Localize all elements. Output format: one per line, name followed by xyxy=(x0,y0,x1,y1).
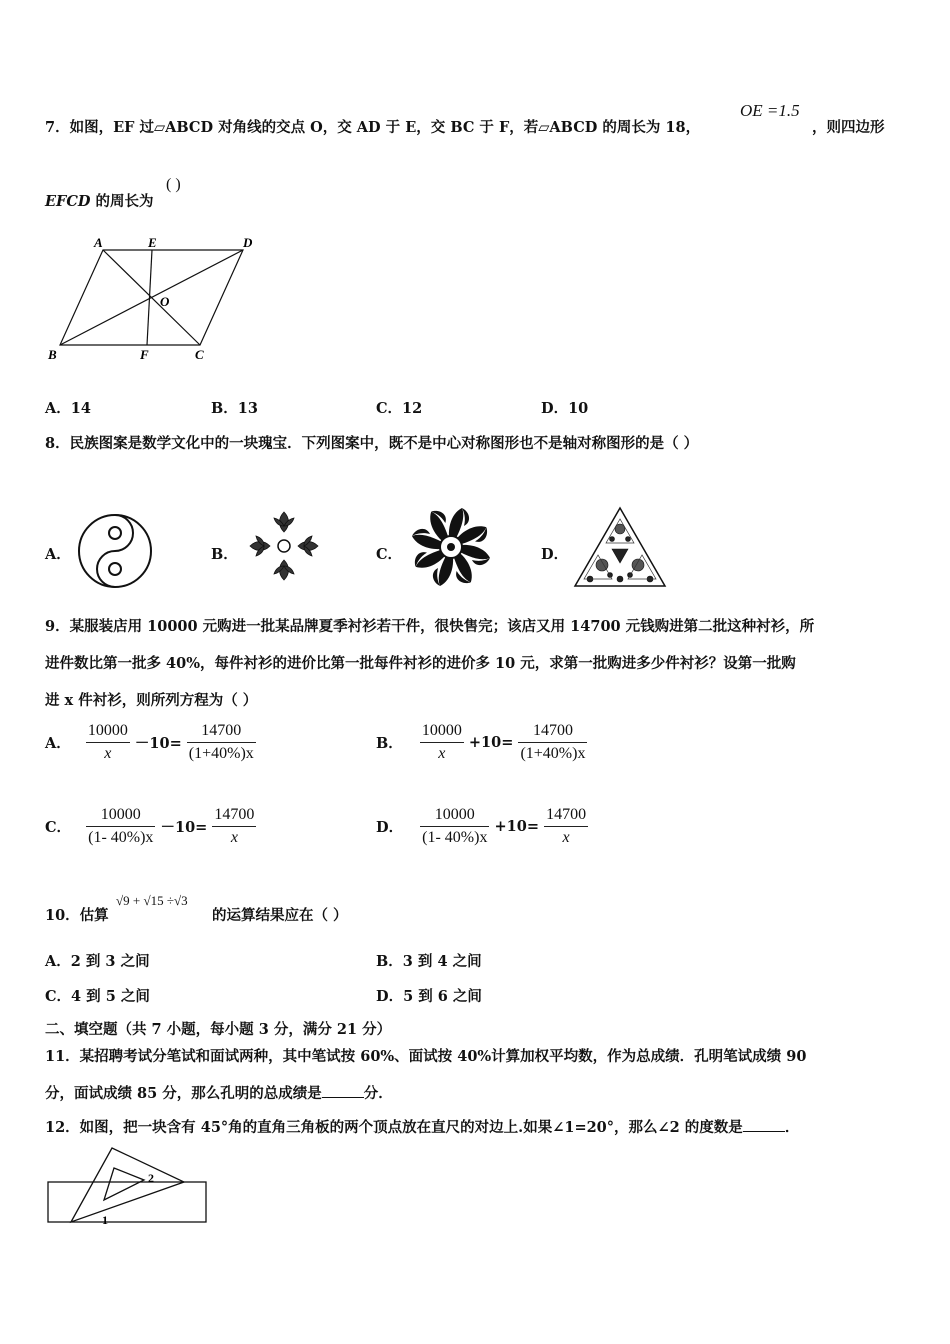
q11-line2-post: 分． xyxy=(363,1085,393,1102)
q7-line2 xyxy=(45,190,154,211)
q7-oe-formula: OE =1.5 xyxy=(740,101,800,120)
q9-b-frac-right xyxy=(518,722,587,763)
q12-ruler-triangle-figure xyxy=(44,1142,214,1228)
q10-expression: √9 + √15 ÷√3 xyxy=(116,893,188,908)
q9-line1: 9．某服装店用 10000 元购进一批某品牌夏季衬衫若干件，很快售完；该店又用 14700 元钱购进第二批这种衬衫，所 xyxy=(45,618,815,635)
q11-line1: 11．某招聘考试分笔试和面试两种，其中笔试按 60%、面试按 40%计算加权平均数，作为总成绩．孔明笔试成绩 90 xyxy=(45,1048,807,1065)
angle-1-label: 1 xyxy=(102,1213,108,1227)
fraction-denominator: (1+40%)x xyxy=(518,742,587,763)
q11-line2 xyxy=(45,1082,393,1103)
q9-option-b-label: B． xyxy=(376,735,403,752)
q7-parallelogram-figure xyxy=(40,232,270,367)
q9-a-frac-right xyxy=(187,722,256,763)
fraction-denominator: x xyxy=(544,826,588,847)
q10-stem xyxy=(45,904,109,925)
q7-line1 xyxy=(45,116,700,137)
q11-line2-pre: 分，面试成绩 85 分，那么孔明的总成绩是 xyxy=(45,1085,322,1102)
q7-option-a[interactable]: A．14 xyxy=(45,400,91,417)
fraction-denominator: (1- 40%)x xyxy=(420,826,489,847)
label-o: O xyxy=(160,294,170,309)
label-f: F xyxy=(140,347,149,362)
fraction-numerator: 14700 xyxy=(546,806,587,823)
q10-pre: 10．估算 xyxy=(45,907,109,924)
q9-d-operator: +10= xyxy=(494,818,539,835)
q9-d-frac-right xyxy=(544,806,588,847)
label-b: B xyxy=(48,347,57,362)
q8-option-c-label[interactable]: C． xyxy=(376,546,403,563)
q7-paren: ( ) xyxy=(166,176,181,193)
label-a: A xyxy=(94,235,103,250)
q9-c-frac-left xyxy=(86,806,155,847)
pinwheel-flower-pattern xyxy=(406,502,496,592)
q9-a-frac-left xyxy=(86,722,130,763)
floral-cross-pattern xyxy=(242,504,326,588)
q11-answer-blank[interactable] xyxy=(322,1083,364,1098)
fraction-numerator: 10000 xyxy=(421,722,462,739)
q9-c-frac-right xyxy=(212,806,256,847)
section-2-heading: 二、填空题（共 7 小题，每小题 3 分，满分 21 分） xyxy=(45,1021,392,1038)
set-square-inner xyxy=(104,1168,144,1200)
fraction-denominator: (1- 40%)x xyxy=(86,826,155,847)
q8-option-b-label[interactable]: B． xyxy=(211,546,238,563)
q7-efcd: EFCD xyxy=(45,193,91,210)
q9-option-d[interactable] xyxy=(376,806,588,847)
q9-option-b[interactable] xyxy=(376,722,587,763)
q9-line2: 进件数比第一批多 40%，每件衬衫的进价比第一批每件衬衫的进价多 10 元，求第一批购进多少件衬衫？设第一批购 xyxy=(45,655,796,672)
q9-option-d-label: D． xyxy=(376,819,404,836)
angle-2-label: 2 xyxy=(148,1171,154,1185)
yin-yang-pattern xyxy=(76,512,154,590)
q9-option-c[interactable] xyxy=(45,806,256,847)
q9-c-operator: －10= xyxy=(160,819,208,836)
q8-option-d-label[interactable]: D． xyxy=(541,546,569,563)
q9-a-operator: －10= xyxy=(134,735,182,752)
q7-line1-end: ，则四边形 xyxy=(812,119,885,136)
fraction-denominator: x xyxy=(212,826,256,847)
q12-answer-blank[interactable] xyxy=(743,1117,785,1132)
fraction-denominator: (1+40%)x xyxy=(187,742,256,763)
q9-option-a[interactable] xyxy=(45,722,256,763)
q7-option-c[interactable]: C．12 xyxy=(376,400,423,417)
set-square-outer xyxy=(71,1148,184,1222)
q10-option-d[interactable]: D．5 到 6 之间 xyxy=(376,988,482,1005)
fraction-denominator: x xyxy=(420,742,464,763)
fraction-numerator: 10000 xyxy=(100,806,141,823)
q7-option-b[interactable]: B．13 xyxy=(211,400,258,417)
q7-text: 7．如图，EF 过▱ABCD 对角线的交点 O，交 AD 于 E，交 BC 于 F，若▱ABCD 的周长为 18， xyxy=(45,119,701,136)
q12-stem-text: 12．如图，把一块含有 45°角的直角三角板的两个顶点放在直尺的对边上.如果∠1=20°，那么∠2 的度数是 xyxy=(45,1119,743,1136)
q9-option-a-label: A． xyxy=(45,735,71,752)
fraction-numerator: 10000 xyxy=(434,806,475,823)
q10-option-b[interactable]: B．3 到 4 之间 xyxy=(376,953,482,970)
q7-option-d[interactable]: D．10 xyxy=(541,400,589,417)
q10-post: 的运算结果应在（ ） xyxy=(212,907,348,924)
fraction-numerator: 14700 xyxy=(201,722,242,739)
fraction-numerator: 14700 xyxy=(532,722,573,739)
fraction-numerator: 10000 xyxy=(87,722,128,739)
q9-option-c-label: C． xyxy=(45,819,72,836)
q9-line3: 进 x 件衬衫，则所列方程为（ ） xyxy=(45,692,258,709)
q9-b-operator: +10= xyxy=(468,734,514,751)
fraction-numerator: 14700 xyxy=(214,806,255,823)
q10-option-a[interactable]: A．2 到 3 之间 xyxy=(45,953,150,970)
fraction-denominator: x xyxy=(86,742,130,763)
q10-option-c[interactable]: C．4 到 5 之间 xyxy=(45,988,150,1005)
q12-stem-post: ． xyxy=(784,1119,800,1136)
triangle-fractal-pattern xyxy=(572,505,668,589)
label-c: C xyxy=(195,347,204,362)
q8-option-a-label[interactable]: A． xyxy=(45,546,71,563)
q7-line2-text: 的周长为 xyxy=(95,193,154,210)
label-d: D xyxy=(243,235,253,250)
q9-d-frac-left xyxy=(420,806,489,847)
q12-stem xyxy=(45,1116,799,1137)
q9-b-frac-left xyxy=(420,722,464,763)
q8-stem: 8．民族图案是数学文化中的一块瑰宝．下列图案中，既不是中心对称图形也不是轴对称图形的是（ ） xyxy=(45,435,699,452)
label-e: E xyxy=(148,235,157,250)
